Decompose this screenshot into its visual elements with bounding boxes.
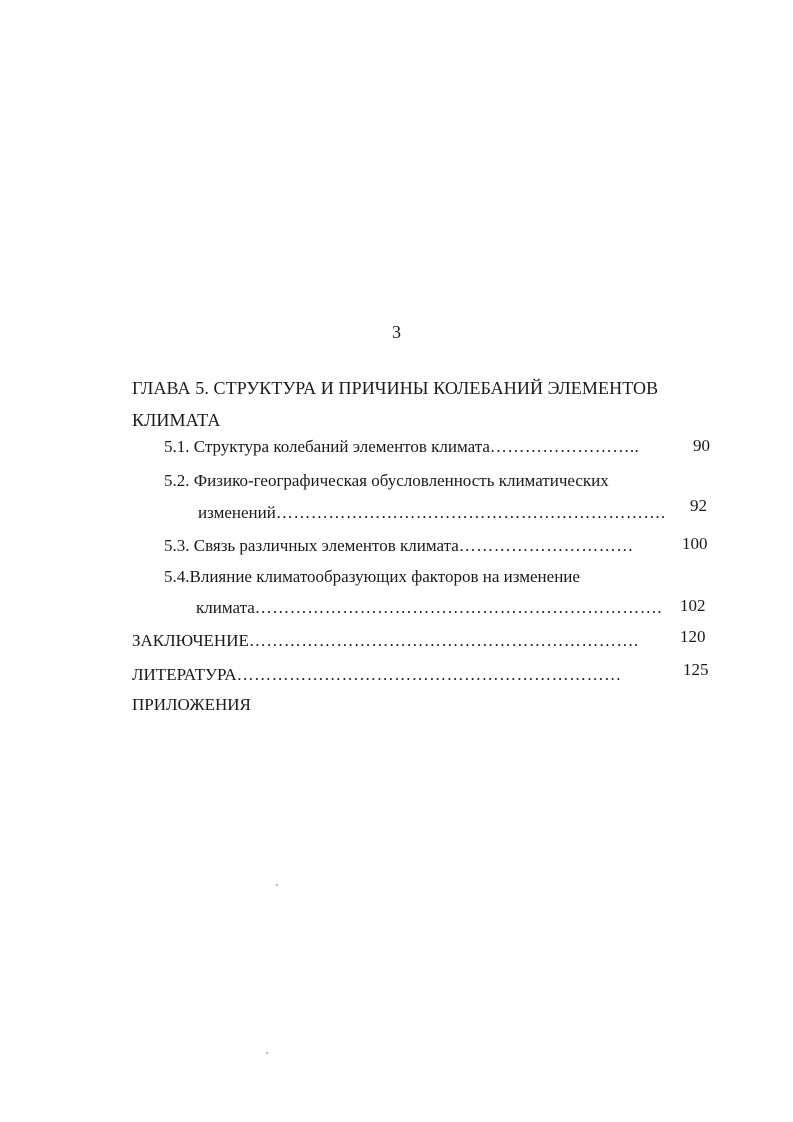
toc-entry-5-4-continued[interactable] — [196, 598, 662, 618]
toc-entry-5-2-continued[interactable] — [198, 503, 666, 523]
toc-entry-literature[interactable] — [132, 665, 622, 685]
toc-entry-5-1[interactable] — [164, 437, 639, 457]
toc-leader-dots: …………………………………………………………. — [275, 503, 666, 522]
toc-entry-text: 5.4.Влияние климатообразующих факторов на изменение — [164, 567, 580, 586]
page-number: 3 — [392, 322, 401, 342]
toc-entry-appendices[interactable] — [132, 695, 251, 715]
toc-entry-text: 5.1. Структура колебаний элементов климата — [164, 437, 490, 456]
toc-page-5-4: 102 — [680, 596, 706, 615]
toc-entry-text: 5.2. Физико-географическая обусловленность климатических — [164, 471, 609, 490]
toc-entry-text: изменений — [198, 503, 276, 522]
toc-page-conclusion: 120 — [680, 627, 706, 646]
toc-entry-conclusion[interactable] — [132, 631, 639, 651]
toc-entry-5-3[interactable] — [164, 536, 634, 556]
toc-leader-dots: ………………………… — [458, 536, 634, 555]
toc-page-literature: 125 — [683, 660, 709, 679]
scan-speck — [266, 1052, 268, 1054]
toc-entry-text: ЛИТЕРАТУРА — [132, 665, 237, 684]
toc-leader-dots: …………………………………………………………. — [248, 631, 639, 650]
chapter-heading — [132, 372, 712, 436]
chapter-title-line2: КЛИМАТА — [132, 410, 221, 430]
toc-leader-dots: …………………….. — [489, 437, 640, 456]
scan-speck — [276, 884, 278, 886]
toc-page-5-3: 100 — [682, 534, 708, 553]
toc-leader-dots: ……………………………………………………………. — [254, 598, 663, 617]
toc-leader-dots: ………………………………………………………… — [236, 665, 622, 684]
toc-entry-5-4[interactable] — [164, 567, 580, 587]
toc-page-5-1: 90 — [693, 436, 710, 455]
toc-entry-5-2[interactable] — [164, 471, 609, 491]
toc-entry-text: ЗАКЛЮЧЕНИЕ — [132, 631, 249, 650]
toc-entry-text: 5.3. Связь различных элементов климата — [164, 536, 459, 555]
toc-entry-text: климата — [196, 598, 255, 617]
toc-page-5-2: 92 — [690, 496, 707, 515]
toc-entry-text: ПРИЛОЖЕНИЯ — [132, 695, 251, 714]
chapter-title-line1: ГЛАВА 5. СТРУКТУРА И ПРИЧИНЫ КОЛЕБАНИЙ ЭЛЕМЕНТОВ — [132, 378, 659, 398]
